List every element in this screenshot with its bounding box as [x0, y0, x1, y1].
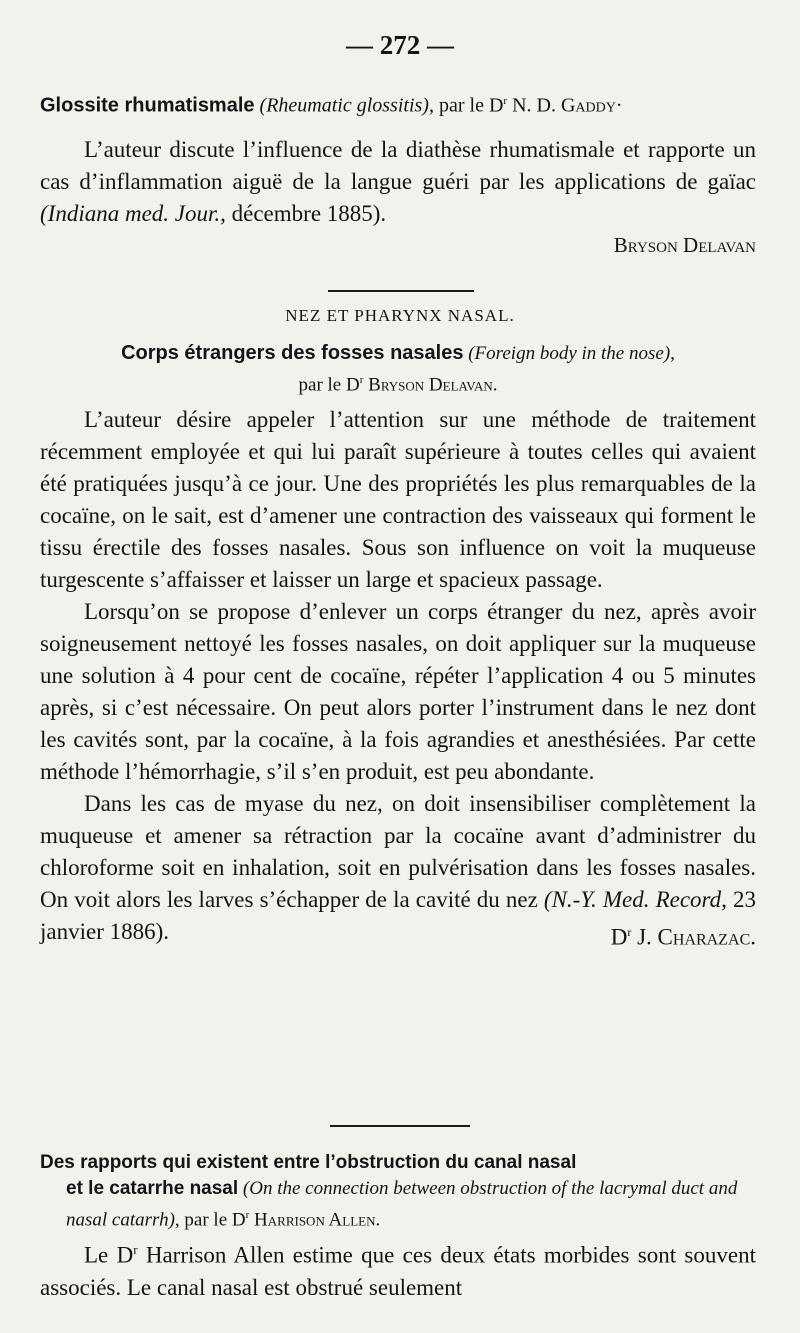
article-title-english: (Rheumatic glossitis),	[259, 94, 434, 117]
byline-sup: r	[503, 95, 508, 107]
byline-sup: r	[245, 1209, 250, 1221]
article-author: Bryson Delavan.	[368, 374, 498, 396]
article-title-line2: et le catarrhe nasal	[66, 1178, 239, 1199]
byline-prefix: par le D	[438, 94, 504, 117]
article-body-canal-nasal	[40, 1234, 756, 1304]
article-author: N. D. Gaddy·	[512, 94, 623, 117]
byline-prefix: par le D	[298, 374, 360, 396]
section-divider	[330, 1125, 470, 1127]
citation-date: 23 janvier 1886).	[40, 887, 757, 944]
page-number: — 272 —	[346, 30, 454, 60]
article-title: Corps étrangers des fosses nasales	[121, 342, 464, 364]
article-body-corps-etrangers	[40, 404, 756, 954]
byline-prefix: par le D	[184, 1209, 246, 1231]
paragraph-text: L’auteur discute l’influence de la diathèse rhumatismale et rapporte un cas d’inflammation aiguë de la langue guéri par les applications de gaïac	[40, 137, 756, 194]
article-body-glossite	[40, 134, 756, 260]
article-heading-glossite	[40, 88, 756, 119]
article-signature	[567, 916, 756, 954]
paragraph-sup: r	[133, 1242, 138, 1257]
paragraph: Lorsqu’on se propose d’enlever un corps étranger du nez, après avoir soigneusement nettoyé les fosses nasales, on doit appliquer sur la muqueuse une solution à 4 pour cent de cocaïne, répéter l’application 4 ou 5 minutes après, si c’est nécessaire. On peut alors porter l’instrument dans le nez dont les cavités sont, par la cocaïne, à la fois agrandies et anesthésiées. Par cette méthode l’hémorrhagie, s’il s’en produit, est peu abondante.	[40, 599, 756, 784]
paragraph-text: Harrison Allen estime que ces deux états morbides sont souvent associés. Le canal nasal est obstrué seulement	[40, 1242, 756, 1300]
article-heading-canal-nasal	[40, 1150, 760, 1233]
signature-prefix: D	[610, 924, 628, 950]
paragraph	[40, 134, 756, 230]
paragraph-text-start: Le D	[84, 1242, 134, 1268]
citation-date: décembre 1885).	[225, 201, 387, 226]
article-signature: Bryson Delavan	[613, 233, 756, 257]
article-title-english: (Foreign body in the nose),	[468, 343, 675, 364]
citation: (N.-Y. Med. Record,	[543, 887, 727, 912]
citation: (Indiana med. Jour.,	[40, 201, 226, 226]
paragraph: L’auteur désire appeler l’attention sur une méthode de traitement récemment employée et qui lui paraît supérieure à toutes celles qui avaient été pratiquées jusqu’à ce jour. Une des propriétés les plus remarquables de la cocaïne, on le sait, est d’amener une contraction des vaisseaux qui forment le tissu érectile des fosses nasales. Sous son influence on voit la muqueuse turgescente s’affaisser et laisser un large et spacieux passage.	[40, 407, 756, 592]
paragraph-text: Dans les cas de myase du nez, on doit insensibiliser complètement la muqueuse et amener sa rétraction par la cocaïne avant d’administrer du chloroforme soit en inhalation, soit en pulvérisation dans les fosses nasales. On voit alors les larves s’échapper de la cavité du nez	[40, 791, 756, 912]
article-author: Harrison Allen.	[254, 1209, 381, 1231]
article-title-continuation	[40, 1176, 760, 1233]
article-title-line1: Des rapports qui existent entre l’obstruction du canal nasal	[40, 1152, 577, 1173]
signature-name: J. Charazac.	[637, 924, 756, 950]
paragraph	[40, 788, 756, 948]
article-title: Glossite rhumatismale	[40, 94, 255, 117]
byline-sup: r	[359, 374, 364, 386]
article-title-english: (On the connection between obstruction of the lacrymal duct and nasal catarrh),	[66, 1178, 738, 1231]
signature-sup: r	[627, 925, 632, 939]
paragraph	[40, 1234, 756, 1304]
section-divider	[328, 290, 474, 292]
section-title: NEZ ET PHARYNX NASAL.	[285, 306, 515, 325]
article-heading-corps-etrangers	[40, 340, 756, 398]
